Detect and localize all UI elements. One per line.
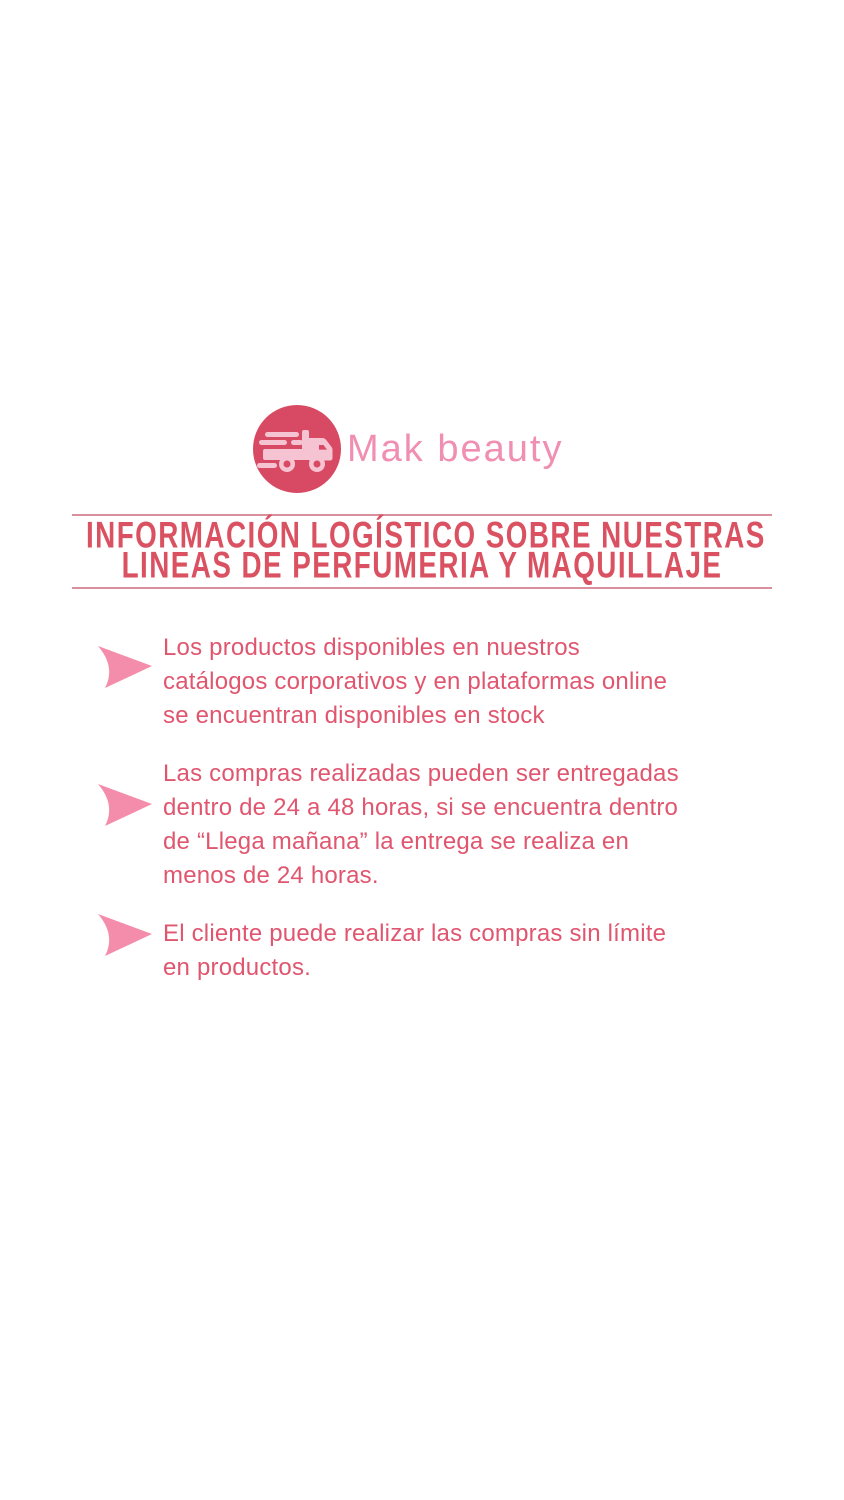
bullet-list	[95, 631, 775, 1009]
title-block	[72, 514, 772, 589]
logo-circle	[253, 405, 341, 493]
bullet-text-line: de “Llega mañana” la entrega se realiza en	[163, 828, 630, 855]
bullet-text-line: Las compras realizadas pueden ser entregadas	[163, 760, 679, 787]
arrow-bullet-icon	[95, 783, 152, 827]
bullet-text-line: se encuentran disponibles en stock	[163, 702, 545, 729]
bullet-text-line: catálogos corporativos y en plataformas online	[163, 668, 668, 695]
arrow-bullet-icon	[95, 645, 152, 689]
bullet-item-delivery-time	[95, 757, 775, 893]
page-title-line1: INFORMACIÓN LOGÍSTICO SOBRE NUESTRAS	[86, 515, 766, 557]
bullet-text-line: Los productos disponibles en nuestros	[163, 634, 580, 661]
bullet-text	[163, 917, 666, 985]
bullet-text	[163, 757, 679, 893]
brand-name: Mak beauty	[347, 428, 564, 470]
page-title-line2: LINEAS DE PERFUMERIA Y MAQUILLAJE	[121, 545, 723, 587]
bullet-text-line: menos de 24 horas.	[163, 862, 379, 889]
bullet-text	[163, 631, 667, 733]
bullet-text-line: dentro de 24 a 48 horas, si se encuentra dentro	[163, 794, 679, 821]
bullet-text-line: en productos.	[163, 954, 312, 981]
arrow-bullet-icon	[95, 913, 152, 957]
delivery-truck-icon	[253, 405, 341, 493]
bullet-item-no-limit	[95, 917, 775, 985]
bullet-item-stock	[95, 631, 775, 733]
bullet-text-line: El cliente puede realizar las compras sin límite	[163, 920, 667, 947]
